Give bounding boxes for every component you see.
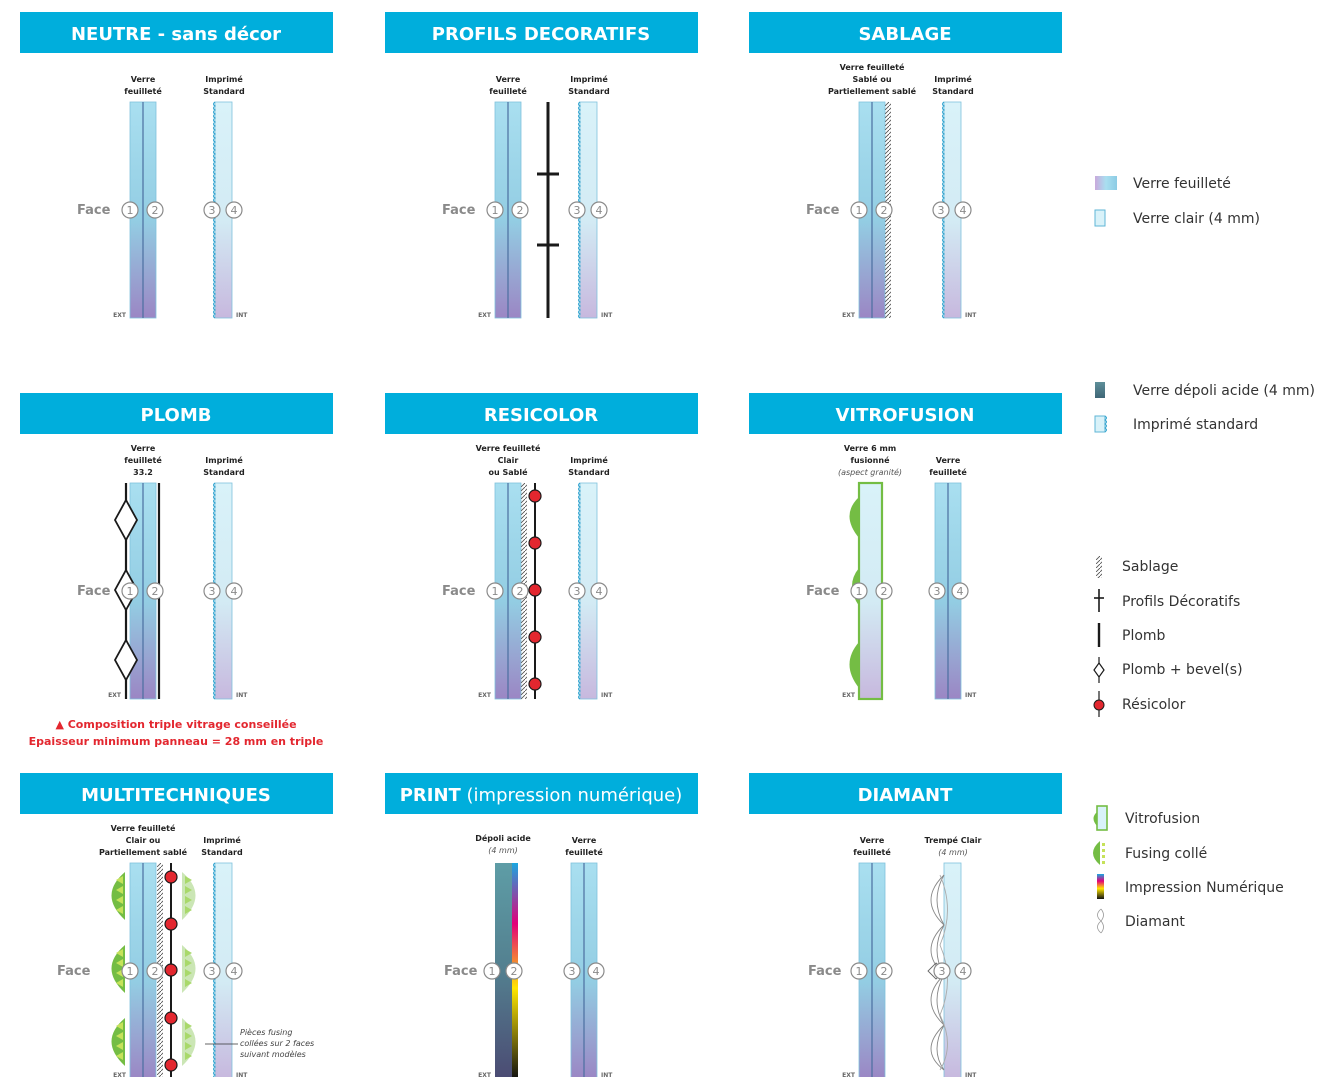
panel-diamant [749,773,1062,1077]
laminated-glass-swatch [1095,176,1117,190]
face-num-2: 2 [510,965,518,978]
legend-verre-clair: Verre clair (4 mm) [1133,211,1260,227]
face-num-3: 3 [573,585,581,598]
label-left-2: feuilleté [853,848,891,857]
ext-label: EXT [113,312,126,319]
ext-label: EXT [842,1072,855,1077]
face-label: Face [442,203,476,218]
label-left-1: Verre [859,836,885,845]
legend-plomb-bevel: Plomb + bevel(s) [1122,662,1243,678]
face-label: Face [77,203,111,218]
label-right-1: Imprimé [570,75,608,84]
face-num-4: 4 [230,204,238,217]
face-num-2: 2 [516,204,524,217]
legend-diamant: Diamant [1125,914,1185,930]
legend-resicolor: Résicolor [1122,697,1186,713]
label-right-2: Standard [568,87,610,96]
face-num-3: 3 [208,965,216,978]
face-num-2: 2 [516,585,524,598]
title-resicolor: RESICOLOR [483,405,599,426]
label-right-2: Standard [203,87,245,96]
face-num-3: 3 [568,965,576,978]
label-right-italic: (4 mm) [938,848,968,857]
int-label: INT [965,692,977,699]
int-label: INT [236,1072,248,1077]
face-num-2: 2 [151,204,159,217]
label-right-1: Imprimé [205,75,243,84]
face-num-4: 4 [959,965,967,978]
label-left-3: Partiellement sablé [98,848,188,857]
label-left-1: Verre feuilleté [110,824,176,833]
label-left-1: Dépoli acide [475,834,531,843]
label-left-1: Verre [130,444,156,453]
label-left-2: Sablé ou [852,75,892,84]
note-line-1: Pièces fusing [240,1028,293,1037]
face-num-4: 4 [592,965,600,978]
face-num-4: 4 [956,585,964,598]
panel-multitechniques [20,773,333,1077]
label-right-2: Standard [568,468,610,477]
label-left-1: Verre [495,75,521,84]
label-left-italic: (4 mm) [488,846,518,855]
int-label: INT [236,312,248,319]
legend-vitrofusion: Vitrofusion [1125,811,1201,827]
face-num-3: 3 [208,204,216,217]
profile-swatch [1094,589,1104,612]
face-num-1: 1 [126,204,134,217]
digital-print-swatch [1097,874,1104,899]
face-num-4: 4 [959,204,967,217]
ext-label: EXT [108,692,121,699]
label-left-1: Verre feuilleté [839,63,905,72]
label-left-2: feuilleté [489,87,527,96]
diamant-swatch [1098,909,1104,933]
face-num-1: 1 [126,965,134,978]
legend-fusing-colle: Fusing collé [1125,846,1208,862]
label-right-1: Imprimé [203,836,241,845]
triple-glazing-warning: ▲ Composition triple vitrage conseillée [55,718,297,731]
legend-verre-feuillete: Verre feuilleté [1133,176,1231,192]
face-num-3: 3 [573,204,581,217]
min-thickness-warning: Epaisseur minimum panneau = 28 mm en triple [28,735,324,748]
title-print-bold: PRINT [399,785,461,806]
title-diamant: DIAMANT [857,785,953,806]
label-right-1: Trempé Clair [924,836,982,845]
face-label: Face [57,964,91,979]
label-right-1: Verre [571,836,597,845]
ext-label: EXT [478,1072,491,1077]
label-left-2: Clair ou [125,836,161,845]
face-num-2: 2 [880,965,888,978]
legend-plomb: Plomb [1122,628,1166,644]
ext-label: EXT [478,692,491,699]
vitrofusion-swatch [1094,806,1108,830]
legend-imprime-standard: Imprimé standard [1133,417,1259,433]
face-label: Face [808,964,842,979]
title-profils: PROFILS DECORATIFS [431,24,651,45]
label-right-2: feuilleté [565,848,603,857]
label-left-1: Verre 6 mm [843,444,897,453]
int-label: INT [965,1072,977,1077]
title-plomb: PLOMB [140,405,212,426]
panel-sablage [749,12,1062,319]
title-print [400,785,683,806]
int-label: INT [236,692,248,699]
int-label: INT [601,312,613,319]
face-num-4: 4 [595,204,603,217]
clear-glass-swatch [1095,210,1105,226]
face-label: Face [806,203,840,218]
label-right-2: Standard [203,468,245,477]
int-label: INT [601,692,613,699]
lead-bevel-swatch [1094,657,1104,683]
face-num-1: 1 [491,585,499,598]
label-left-2: feuilleté [124,87,162,96]
face-num-3: 3 [208,585,216,598]
face-num-2: 2 [880,204,888,217]
face-num-1: 1 [855,585,863,598]
face-label: Face [77,584,111,599]
face-num-2: 2 [151,585,159,598]
face-num-2: 2 [880,585,888,598]
ext-label: EXT [842,312,855,319]
title-multitechniques: MULTITECHNIQUES [81,785,271,806]
face-num-2: 2 [151,965,159,978]
title-neutre: NEUTRE - sans décor [70,24,282,45]
fusing-pieces-right [182,872,196,1066]
face-label: Face [442,584,476,599]
label-left-3: 33.2 [133,468,153,477]
note-line-3: suivant modèles [240,1050,306,1059]
label-left-3: ou Sablé [488,468,528,477]
face-num-4: 4 [230,585,238,598]
label-left-2: fusionné [850,456,890,465]
ext-label: EXT [842,692,855,699]
label-right-1: Imprimé [934,75,972,84]
label-right-2: feuilleté [929,468,967,477]
face-label: Face [444,964,478,979]
face-label: Face [806,584,840,599]
label-right-2: Standard [201,848,243,857]
label-right-1: Verre [935,456,961,465]
legend-sablage: Sablage [1122,559,1179,575]
panel-neutre [20,12,333,319]
face-num-1: 1 [855,965,863,978]
label-left-1: Verre [130,75,156,84]
ext-label: EXT [113,1072,126,1077]
face-num-1: 1 [855,204,863,217]
face-num-4: 4 [595,585,603,598]
note-line-2: collées sur 2 faces [240,1039,315,1048]
legend-impression-numerique: Impression Numérique [1125,880,1284,896]
face-num-1: 1 [488,965,496,978]
printed-glass-swatch [1095,416,1107,432]
panel-print [385,773,698,1077]
face-num-3: 3 [938,965,946,978]
legend-profils-decoratifs: Profils Décoratifs [1122,594,1241,610]
title-sablage: SABLAGE [858,24,952,45]
legend-verre-depoli: Verre dépoli acide (4 mm) [1133,383,1315,399]
ext-label: EXT [478,312,491,319]
label-left-1: Verre feuilleté [475,444,541,453]
int-label: INT [601,1072,613,1077]
fusing-colle-swatch [1093,841,1105,865]
sablage-swatch [1096,556,1102,578]
label-right-2: Standard [932,87,974,96]
label-right-1: Imprimé [570,456,608,465]
label-left-2: Clair [497,456,519,465]
label-right-1: Imprimé [205,456,243,465]
face-num-1: 1 [491,204,499,217]
label-left-italic: (aspect granité) [837,468,903,477]
face-num-3: 3 [937,204,945,217]
frosted-glass-swatch [1095,382,1105,398]
legend [1093,176,1315,933]
panel-profils [385,12,698,319]
panel-vitrofusion [749,393,1062,699]
int-label: INT [965,312,977,319]
title-vitrofusion: VITROFUSION [835,405,975,426]
resicolor-swatch [1094,691,1104,717]
face-num-1: 1 [126,585,134,598]
title-print-light: (impression numérique) [460,785,683,806]
face-num-4: 4 [230,965,238,978]
label-left-2: feuilleté [124,456,162,465]
face-num-3: 3 [933,585,941,598]
label-left-3: Partiellement sablé [827,87,917,96]
panel-resicolor [385,393,698,699]
panel-plomb [20,393,333,748]
